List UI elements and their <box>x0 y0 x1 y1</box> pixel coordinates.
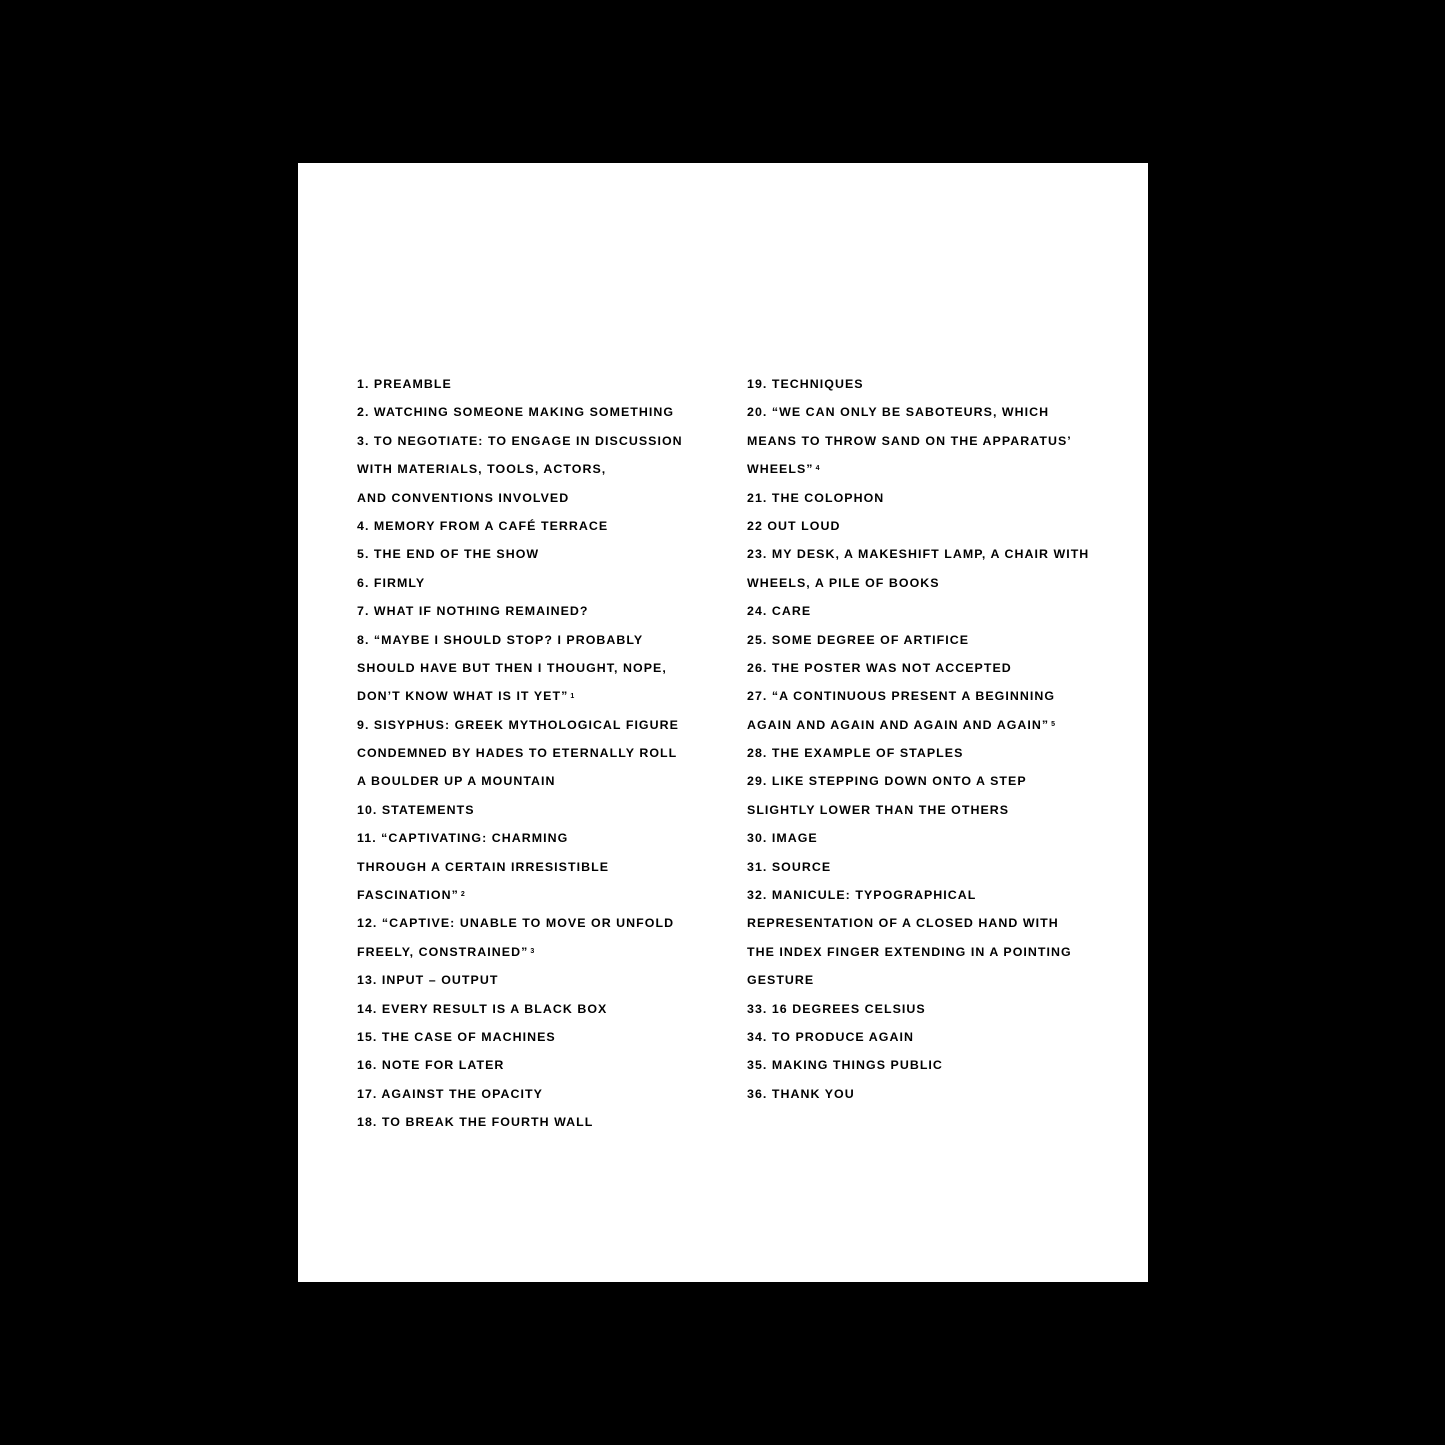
toc-line <box>747 540 1107 568</box>
toc-line <box>357 796 737 824</box>
footnote-marker: 4 <box>815 465 820 473</box>
toc-line-text: 16. NOTE FOR LATER <box>357 1058 505 1073</box>
toc-line <box>747 909 1107 937</box>
toc-column-left <box>357 370 737 1137</box>
toc-line <box>357 569 737 597</box>
toc-line <box>357 427 737 455</box>
toc-line-text: 6. FIRMLY <box>357 575 426 590</box>
toc-line <box>357 739 737 767</box>
toc-line <box>357 540 737 568</box>
toc-line <box>357 767 737 795</box>
toc-line-text: SLIGHTLY LOWER THAN THE OTHERS <box>747 802 1010 817</box>
toc-line <box>357 654 737 682</box>
toc-line-text: CONDEMNED BY HADES TO ETERNALLY ROLL <box>357 746 678 761</box>
toc-line <box>357 966 737 994</box>
toc-line <box>747 597 1107 625</box>
toc-line-text: 17. AGAINST THE OPACITY <box>357 1086 543 1101</box>
toc-line <box>747 484 1107 512</box>
toc-line-text: 34. TO PRODUCE AGAIN <box>747 1029 914 1044</box>
toc-line-text: 18. TO BREAK THE FOURTH WALL <box>357 1115 594 1130</box>
toc-line-text: THE INDEX FINGER EXTENDING IN A POINTING <box>747 944 1072 959</box>
toc-line <box>357 711 737 739</box>
toc-line-text: 21. THE COLOPHON <box>747 490 885 505</box>
toc-line-text: 7. WHAT IF NOTHING REMAINED? <box>357 604 589 619</box>
toc-line <box>747 966 1107 994</box>
toc-line <box>747 654 1107 682</box>
toc-line <box>747 711 1107 739</box>
toc-line <box>747 1023 1107 1051</box>
toc-line-text: FREELY, CONSTRAINED” <box>357 944 529 959</box>
toc-line-text: 29. LIKE STEPPING DOWN ONTO A STEP <box>747 774 1027 789</box>
toc-line <box>357 626 737 654</box>
toc-line-text: 26. THE POSTER WAS NOT ACCEPTED <box>747 660 1012 675</box>
footnote-marker: 2 <box>460 891 465 899</box>
footnote-marker: 3 <box>530 948 535 956</box>
toc-line <box>357 1108 737 1136</box>
toc-line <box>357 1080 737 1108</box>
toc-line-text: FASCINATION” <box>357 888 459 903</box>
toc-line-text: 35. MAKING THINGS PUBLIC <box>747 1058 943 1073</box>
toc-line <box>357 370 737 398</box>
toc-line-text: 4. MEMORY FROM A CAFÉ TERRACE <box>357 518 609 533</box>
toc-line <box>747 512 1107 540</box>
toc-column-right <box>747 370 1107 1108</box>
toc-line <box>747 626 1107 654</box>
toc-line-text: 2. WATCHING SOMEONE MAKING SOMETHING <box>357 405 675 420</box>
toc-line-text: 30. IMAGE <box>747 831 818 846</box>
toc-line-text: 22 OUT LOUD <box>747 518 841 533</box>
toc-line-text: 33. 16 DEGREES CELSIUS <box>747 1001 926 1016</box>
toc-line-text: WITH MATERIALS, TOOLS, ACTORS, <box>357 462 607 477</box>
toc-line <box>747 796 1107 824</box>
toc-line <box>747 853 1107 881</box>
toc-line <box>747 427 1107 455</box>
toc-line-text: SHOULD HAVE BUT THEN I THOUGHT, NOPE, <box>357 660 667 675</box>
toc-line <box>747 739 1107 767</box>
toc-line <box>747 398 1107 426</box>
toc-line-text: 27. “A CONTINUOUS PRESENT A BEGINNING <box>747 689 1056 704</box>
toc-line-text: MEANS TO THROW SAND ON THE APPARATUS’ <box>747 433 1072 448</box>
toc-line <box>747 1080 1107 1108</box>
toc-line <box>747 569 1107 597</box>
toc-line-text: 5. THE END OF THE SHOW <box>357 547 540 562</box>
toc-line <box>357 512 737 540</box>
toc-line <box>357 455 737 483</box>
toc-line <box>357 853 737 881</box>
toc-line <box>357 938 737 966</box>
toc-line <box>357 1051 737 1079</box>
toc-line <box>747 1051 1107 1079</box>
footnote-marker: 5 <box>1051 720 1056 728</box>
toc-line-text: 28. THE EXAMPLE OF STAPLES <box>747 746 964 761</box>
toc-line-text: 20. “WE CAN ONLY BE SABOTEURS, WHICH <box>747 405 1050 420</box>
toc-line-text: 12. “CAPTIVE: UNABLE TO MOVE OR UNFOLD <box>357 916 675 931</box>
toc-line-text: 32. MANICULE: TYPOGRAPHICAL <box>747 888 977 903</box>
toc-line <box>357 398 737 426</box>
toc-line-text: 15. THE CASE OF MACHINES <box>357 1029 556 1044</box>
toc-line <box>747 455 1107 483</box>
toc-line-text: 24. CARE <box>747 604 812 619</box>
toc-line <box>747 938 1107 966</box>
toc-line <box>357 909 737 937</box>
toc-line-text: 8. “MAYBE I SHOULD STOP? I PROBABLY <box>357 632 644 647</box>
toc-line-text: 23. MY DESK, A MAKESHIFT LAMP, A CHAIR WITH <box>747 547 1090 562</box>
toc-line-text: AND CONVENTIONS INVOLVED <box>357 490 570 505</box>
toc-line <box>357 597 737 625</box>
toc-line-text: 10. STATEMENTS <box>357 802 475 817</box>
toc-line <box>357 824 737 852</box>
toc-line-text: 11. “CAPTIVATING: CHARMING <box>357 831 569 846</box>
toc-line-text: WHEELS, A PILE OF BOOKS <box>747 575 940 590</box>
toc-line-text: DON’T KNOW WHAT IS IT YET” <box>357 689 569 704</box>
toc-line-text: GESTURE <box>747 973 815 988</box>
toc-line <box>357 682 737 710</box>
toc-line-text: REPRESENTATION OF A CLOSED HAND WITH <box>747 916 1059 931</box>
toc-line <box>747 881 1107 909</box>
toc-line <box>357 995 737 1023</box>
toc-line-text: 3. TO NEGOTIATE: TO ENGAGE IN DISCUSSION <box>357 433 683 448</box>
toc-line <box>357 484 737 512</box>
toc-line-text: 14. EVERY RESULT IS A BLACK BOX <box>357 1001 608 1016</box>
toc-line <box>357 881 737 909</box>
toc-line <box>357 1023 737 1051</box>
toc-line <box>747 767 1107 795</box>
footnote-marker: 1 <box>570 692 575 700</box>
toc-line-text: 31. SOURCE <box>747 859 832 874</box>
toc-line-text: 13. INPUT – OUTPUT <box>357 973 499 988</box>
toc-line-text: AGAIN AND AGAIN AND AGAIN AND AGAIN” <box>747 717 1050 732</box>
toc-line-text: THROUGH A CERTAIN IRRESISTIBLE <box>357 859 610 874</box>
toc-line <box>747 370 1107 398</box>
toc-line-text: WHEELS” <box>747 462 814 477</box>
toc-line-text: 25. SOME DEGREE OF ARTIFICE <box>747 632 970 647</box>
toc-line <box>747 824 1107 852</box>
toc-line-text: 1. PREAMBLE <box>357 377 452 391</box>
toc-line-text: A BOULDER UP A MOUNTAIN <box>357 774 556 789</box>
toc-line <box>747 995 1107 1023</box>
toc-line-text: 19. TECHNIQUES <box>747 377 864 391</box>
toc-line-text: 9. SISYPHUS: GREEK MYTHOLOGICAL FIGURE <box>357 717 679 732</box>
toc-line <box>747 682 1107 710</box>
toc-line-text: 36. THANK YOU <box>747 1086 855 1101</box>
